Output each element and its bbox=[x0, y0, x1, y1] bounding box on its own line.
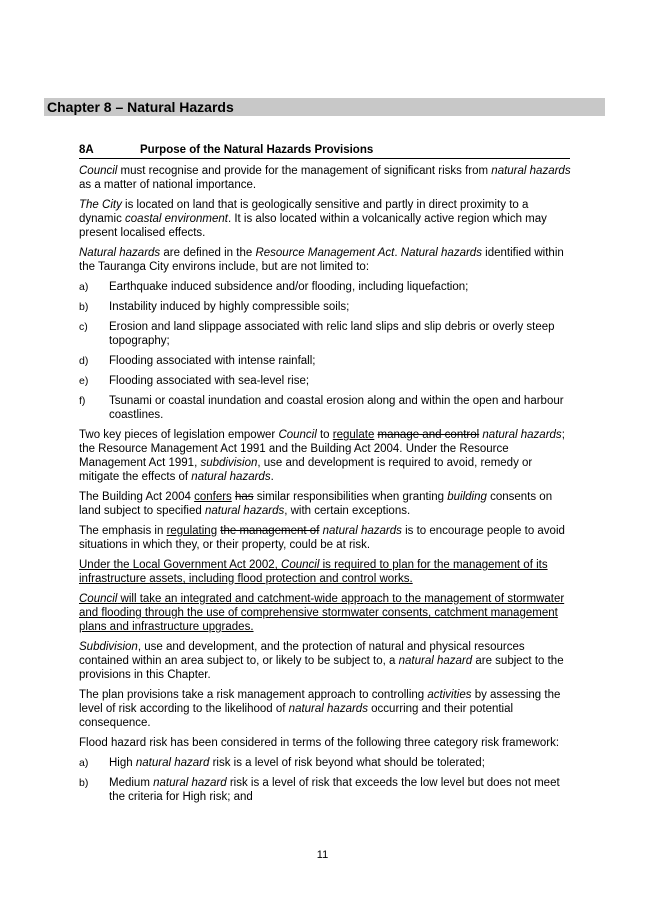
defined-term: natural hazards bbox=[482, 429, 562, 441]
list-text: Instability induced by highly compressible soils; bbox=[109, 301, 350, 313]
defined-term: coastal environment bbox=[125, 213, 228, 225]
defined-term: Natural hazards bbox=[400, 247, 482, 259]
defined-term: natural hazards bbox=[491, 165, 571, 177]
text-run: The emphasis in bbox=[79, 525, 167, 537]
defined-term: activities bbox=[427, 689, 472, 701]
list-text: Erosion and land slippage associated with relic land slips and slip debris or overly steep topography; bbox=[109, 321, 555, 347]
list-item bbox=[79, 354, 571, 368]
list-label: a) bbox=[79, 757, 89, 769]
defined-term: natural hazard bbox=[398, 655, 473, 667]
defined-term: Natural hazards bbox=[79, 247, 161, 259]
text-run: by assessing the level of risk according to the likelihood of bbox=[79, 689, 561, 715]
text-run: is located on land that is geologically sensitive and partly in direct proximity to a dynamic bbox=[79, 199, 529, 225]
list-item bbox=[79, 320, 571, 348]
list-text: Flooding associated with intense rainfall; bbox=[109, 355, 316, 367]
defined-term: natural hazards bbox=[191, 471, 271, 483]
list-label: f) bbox=[79, 395, 86, 407]
list-label: b) bbox=[79, 301, 89, 313]
text-run: occurring and their potential consequence. bbox=[79, 703, 514, 729]
list-item bbox=[79, 756, 571, 770]
list-text: Tsunami or coastal inundation and coastal erosion along and within the open and harbour coastlines. bbox=[109, 395, 564, 421]
deleted-text: has bbox=[235, 491, 254, 503]
defined-term: subdivision bbox=[200, 457, 258, 469]
list-text: Earthquake induced subsidence and/or flooding, including liquefaction; bbox=[109, 281, 469, 293]
list-item bbox=[79, 300, 571, 314]
defined-term: Subdivision bbox=[79, 641, 138, 653]
paragraph bbox=[79, 164, 571, 192]
text-run: risk is a level of risk beyond what should be tolerated; bbox=[209, 757, 485, 769]
list-text: Flooding associated with sea-level rise; bbox=[109, 375, 310, 387]
text-run: consents on land subject to specified bbox=[79, 491, 553, 517]
text-run: . It is also located within a volcanically active region which may present localised effects. bbox=[79, 213, 547, 239]
text-run: are subject to the provisions in this Chapter. bbox=[79, 655, 564, 681]
section-heading bbox=[79, 143, 570, 159]
list-label: e) bbox=[79, 375, 89, 387]
text-run: , use and development is required to avoid, remedy or mitigate the effects of bbox=[79, 457, 533, 483]
defined-term: Council bbox=[281, 559, 320, 571]
paragraph bbox=[79, 640, 571, 682]
paragraph-inserted bbox=[79, 592, 571, 634]
text-run: must recognise and provide for the management of significant risks from bbox=[117, 165, 492, 177]
text-run: . bbox=[270, 471, 274, 483]
list-label: c) bbox=[79, 321, 88, 333]
deleted-text: the management of bbox=[220, 525, 320, 537]
defined-term: natural hazard bbox=[135, 757, 210, 769]
list-item bbox=[79, 374, 571, 388]
paragraph bbox=[79, 688, 571, 730]
inserted-text: regulating bbox=[166, 525, 218, 537]
text-run: The plan provisions take a risk management approach to controlling bbox=[79, 689, 428, 701]
paragraph bbox=[79, 490, 571, 518]
defined-term: building bbox=[447, 491, 487, 503]
text-run: . bbox=[394, 247, 401, 259]
text-run: , with certain exceptions. bbox=[284, 505, 411, 517]
list-label: b) bbox=[79, 777, 89, 789]
section-number: 8A bbox=[79, 144, 94, 156]
paragraph bbox=[79, 246, 571, 274]
paragraph: Flood hazard risk has been considered in terms of the following three category risk framework: bbox=[79, 737, 560, 749]
defined-term: natural hazards bbox=[322, 525, 402, 537]
defined-term: Resource Management Act bbox=[255, 247, 395, 259]
text-run: identified within the Tauranga City environs include, but are not limited to: bbox=[79, 247, 564, 273]
list-item bbox=[79, 280, 571, 294]
text-run: risk is a level of risk that exceeds the low level but does not meet the criteria for High risk; and bbox=[109, 777, 560, 803]
list-label: d) bbox=[79, 355, 89, 367]
chapter-heading: Chapter 8 – Natural Hazards bbox=[44, 98, 605, 116]
text-run: ; the Resource Management Act 1991 and the Building Act 2004. Under the Resource Management Act 1991, bbox=[79, 429, 565, 469]
list-item bbox=[79, 394, 571, 422]
defined-term: natural hazards bbox=[204, 505, 285, 517]
defined-term: Council bbox=[278, 429, 317, 441]
list-label: a) bbox=[79, 281, 89, 293]
paragraph bbox=[79, 198, 571, 240]
defined-term: natural hazard bbox=[153, 777, 227, 789]
text-run: to bbox=[316, 429, 333, 441]
paragraph-inserted bbox=[79, 558, 571, 586]
text-run: are defined in the bbox=[160, 247, 256, 259]
defined-term: Council bbox=[79, 593, 118, 605]
inserted-text: regulate bbox=[332, 429, 375, 441]
text-run: Medium bbox=[109, 777, 154, 789]
text-run: , use and development, and the protection of natural and physical resources contained within an area subject to, or likely to be subject to, a bbox=[79, 641, 525, 667]
text-run: Two key pieces of legislation empower bbox=[79, 429, 279, 441]
defined-term: The City bbox=[79, 199, 122, 211]
inserted-text: confers bbox=[194, 491, 232, 503]
text-run: High bbox=[109, 757, 136, 769]
text-run: as a matter of national importance. bbox=[79, 179, 257, 191]
text-run: Under the Local Government Act 2002, bbox=[79, 559, 282, 571]
deleted-text: manage and control bbox=[377, 429, 480, 441]
paragraph bbox=[79, 428, 571, 484]
text-run: is required to plan for the management of its infrastructure assets, including flood protection and control works. bbox=[79, 559, 548, 585]
page-number: 11 bbox=[316, 849, 329, 861]
text-run: will take an integrated and catchment-wide approach to the management of stormwater and flooding through the use of comprehensive stormwater consents, catchment management plans and infrastructure upgrades. bbox=[79, 593, 565, 633]
list-item bbox=[79, 776, 571, 804]
text-run: The Building Act 2004 bbox=[79, 491, 195, 503]
paragraph bbox=[79, 524, 571, 552]
defined-term: natural hazards bbox=[288, 703, 368, 715]
body-text bbox=[79, 164, 571, 810]
defined-term: Council bbox=[79, 165, 118, 177]
text-run: is to encourage people to avoid situations in which they, or their property, could be at risk. bbox=[79, 525, 565, 551]
section-title: Purpose of the Natural Hazards Provisions bbox=[140, 144, 374, 156]
text-run: similar responsibilities when granting bbox=[253, 491, 448, 503]
